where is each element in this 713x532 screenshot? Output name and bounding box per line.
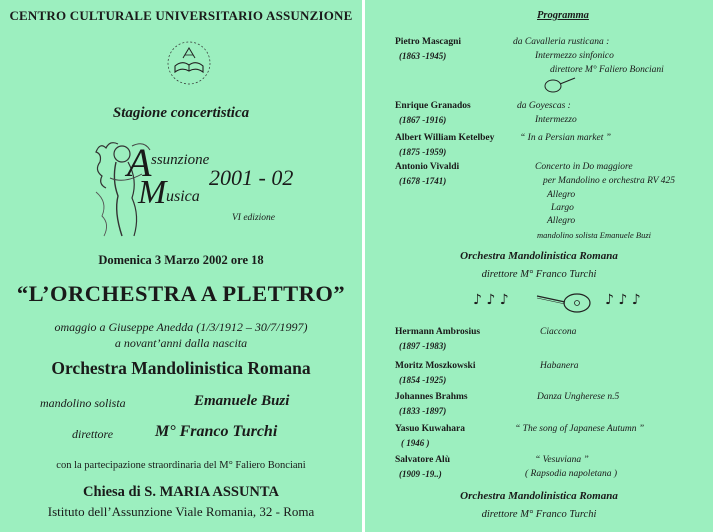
logo-letter-a: A	[127, 140, 152, 185]
logo-assunzione: ssunzione	[151, 152, 210, 168]
mandolin-icon	[535, 290, 595, 316]
piece-line: ( Rapsodia napoletana )	[525, 469, 618, 479]
conductor-line: direttore M° Franco Turchi	[481, 509, 597, 520]
composer-name: Hermann Ambrosius	[395, 327, 481, 337]
special-participation: con la partecipazione straordinaria del M° Faliero Bonciani	[56, 460, 306, 471]
logo-edition: VI edizione	[232, 213, 276, 223]
piece-line: per Mandolino e orchestra RV 425	[543, 176, 676, 186]
orchestra-line: Orchestra Mandolinistica Romana	[460, 250, 618, 262]
composer-name: Enrique Granados	[395, 101, 471, 111]
piece-line: “ Vesuviana ”	[535, 455, 589, 465]
piece-line: Intermezzo	[535, 115, 577, 125]
composer-years: (1678 -1741)	[399, 176, 447, 186]
composer-years: (1867 -1916)	[399, 115, 447, 125]
composer-name: Albert William Ketelbey	[395, 133, 495, 143]
soloist-role: mandolino solista	[40, 396, 126, 410]
piece-line: Danza Ungherese n.5	[537, 392, 620, 402]
composer-name: Pietro Mascagni	[395, 37, 462, 47]
book-logo-icon	[163, 38, 215, 88]
church-address: Istituto dell’Assunzione Viale Romania, 32 - Roma	[47, 504, 315, 519]
institution-name: CENTRO CULTURALE UNIVERSITARIO ASSUNZIONE	[9, 8, 353, 23]
composer-name: Yasuo Kuwahara	[395, 424, 465, 434]
church-name: Chiesa di S. MARIA ASSUNTA	[83, 484, 279, 500]
piece-line: Ciaccona	[540, 327, 577, 337]
piece-line: Intermezzo sinfonico	[535, 51, 614, 61]
season-label: Stagione concertistica	[112, 105, 250, 121]
composer-years: (1833 -1897)	[399, 406, 447, 416]
programme-heading: Programma	[537, 10, 589, 21]
composer-years: (1854 -1925)	[399, 375, 447, 385]
composer-name: Salvatore Alù	[395, 455, 450, 465]
composer-name: Moritz Moszkowski	[395, 361, 476, 371]
music-notes-icon: ♪ ♪ ♪	[605, 292, 641, 308]
orchestra-line: Orchestra Mandolinistica Romana	[460, 490, 618, 502]
piece-line: da Goyescas :	[517, 101, 571, 111]
concert-date: Domenica 3 Marzo 2002 ore 18	[98, 253, 264, 267]
tribute-line-1: omaggio a Giuseppe Anedda (1/3/1912 – 30/7/1997)	[54, 320, 308, 334]
tribute-line-2: a novant’anni dalla nascita	[114, 336, 248, 350]
piece-line: Allegro	[547, 190, 576, 200]
concert-title: “L’ORCHESTRA A PLETTRO”	[16, 281, 346, 306]
logo-musica: usica	[166, 188, 200, 205]
piece-line: Concerto in Do maggiore	[535, 162, 633, 172]
composer-years: ( 1946 )	[401, 438, 430, 448]
soloist-name: Emanuele Buzi	[194, 393, 290, 409]
piece-line: Allegro	[547, 216, 576, 226]
composer-years: (1897 -1983)	[399, 341, 447, 351]
orchestra-name: Orchestra Mandolinistica Romana	[51, 358, 311, 378]
music-notes-icon: ♪ ♪ ♪	[473, 292, 509, 308]
mandolin-icon	[543, 76, 577, 94]
programme-page	[365, 0, 713, 532]
composer-years: (1875 -1959)	[399, 147, 447, 157]
piece-line: da Cavalleria rusticana :	[513, 37, 610, 47]
piece-line: Habanera	[540, 361, 579, 371]
conductor-name: M° Franco Turchi	[155, 423, 278, 440]
logo-letter-m: M	[138, 174, 167, 211]
piece-line: “ The song of Japanese Autumn ”	[515, 424, 645, 434]
logo-year: 2001 - 02	[209, 165, 294, 190]
conductor-role: direttore	[72, 427, 114, 441]
composer-years: (1909 -19..)	[399, 469, 442, 479]
piece-line: direttore M° Faliero Bonciani	[550, 65, 664, 75]
conductor-line: direttore M° Franco Turchi	[481, 269, 597, 280]
composer-name: Johannes Brahms	[395, 392, 468, 402]
composer-years: (1863 -1945)	[399, 51, 447, 61]
piece-line: Largo	[551, 203, 574, 213]
piece-line: “ In a Persian market ”	[520, 133, 612, 143]
composer-name: Antonio Vivaldi	[395, 162, 460, 172]
piece-line: mandolino solista Emanuele Buzi	[537, 230, 652, 240]
